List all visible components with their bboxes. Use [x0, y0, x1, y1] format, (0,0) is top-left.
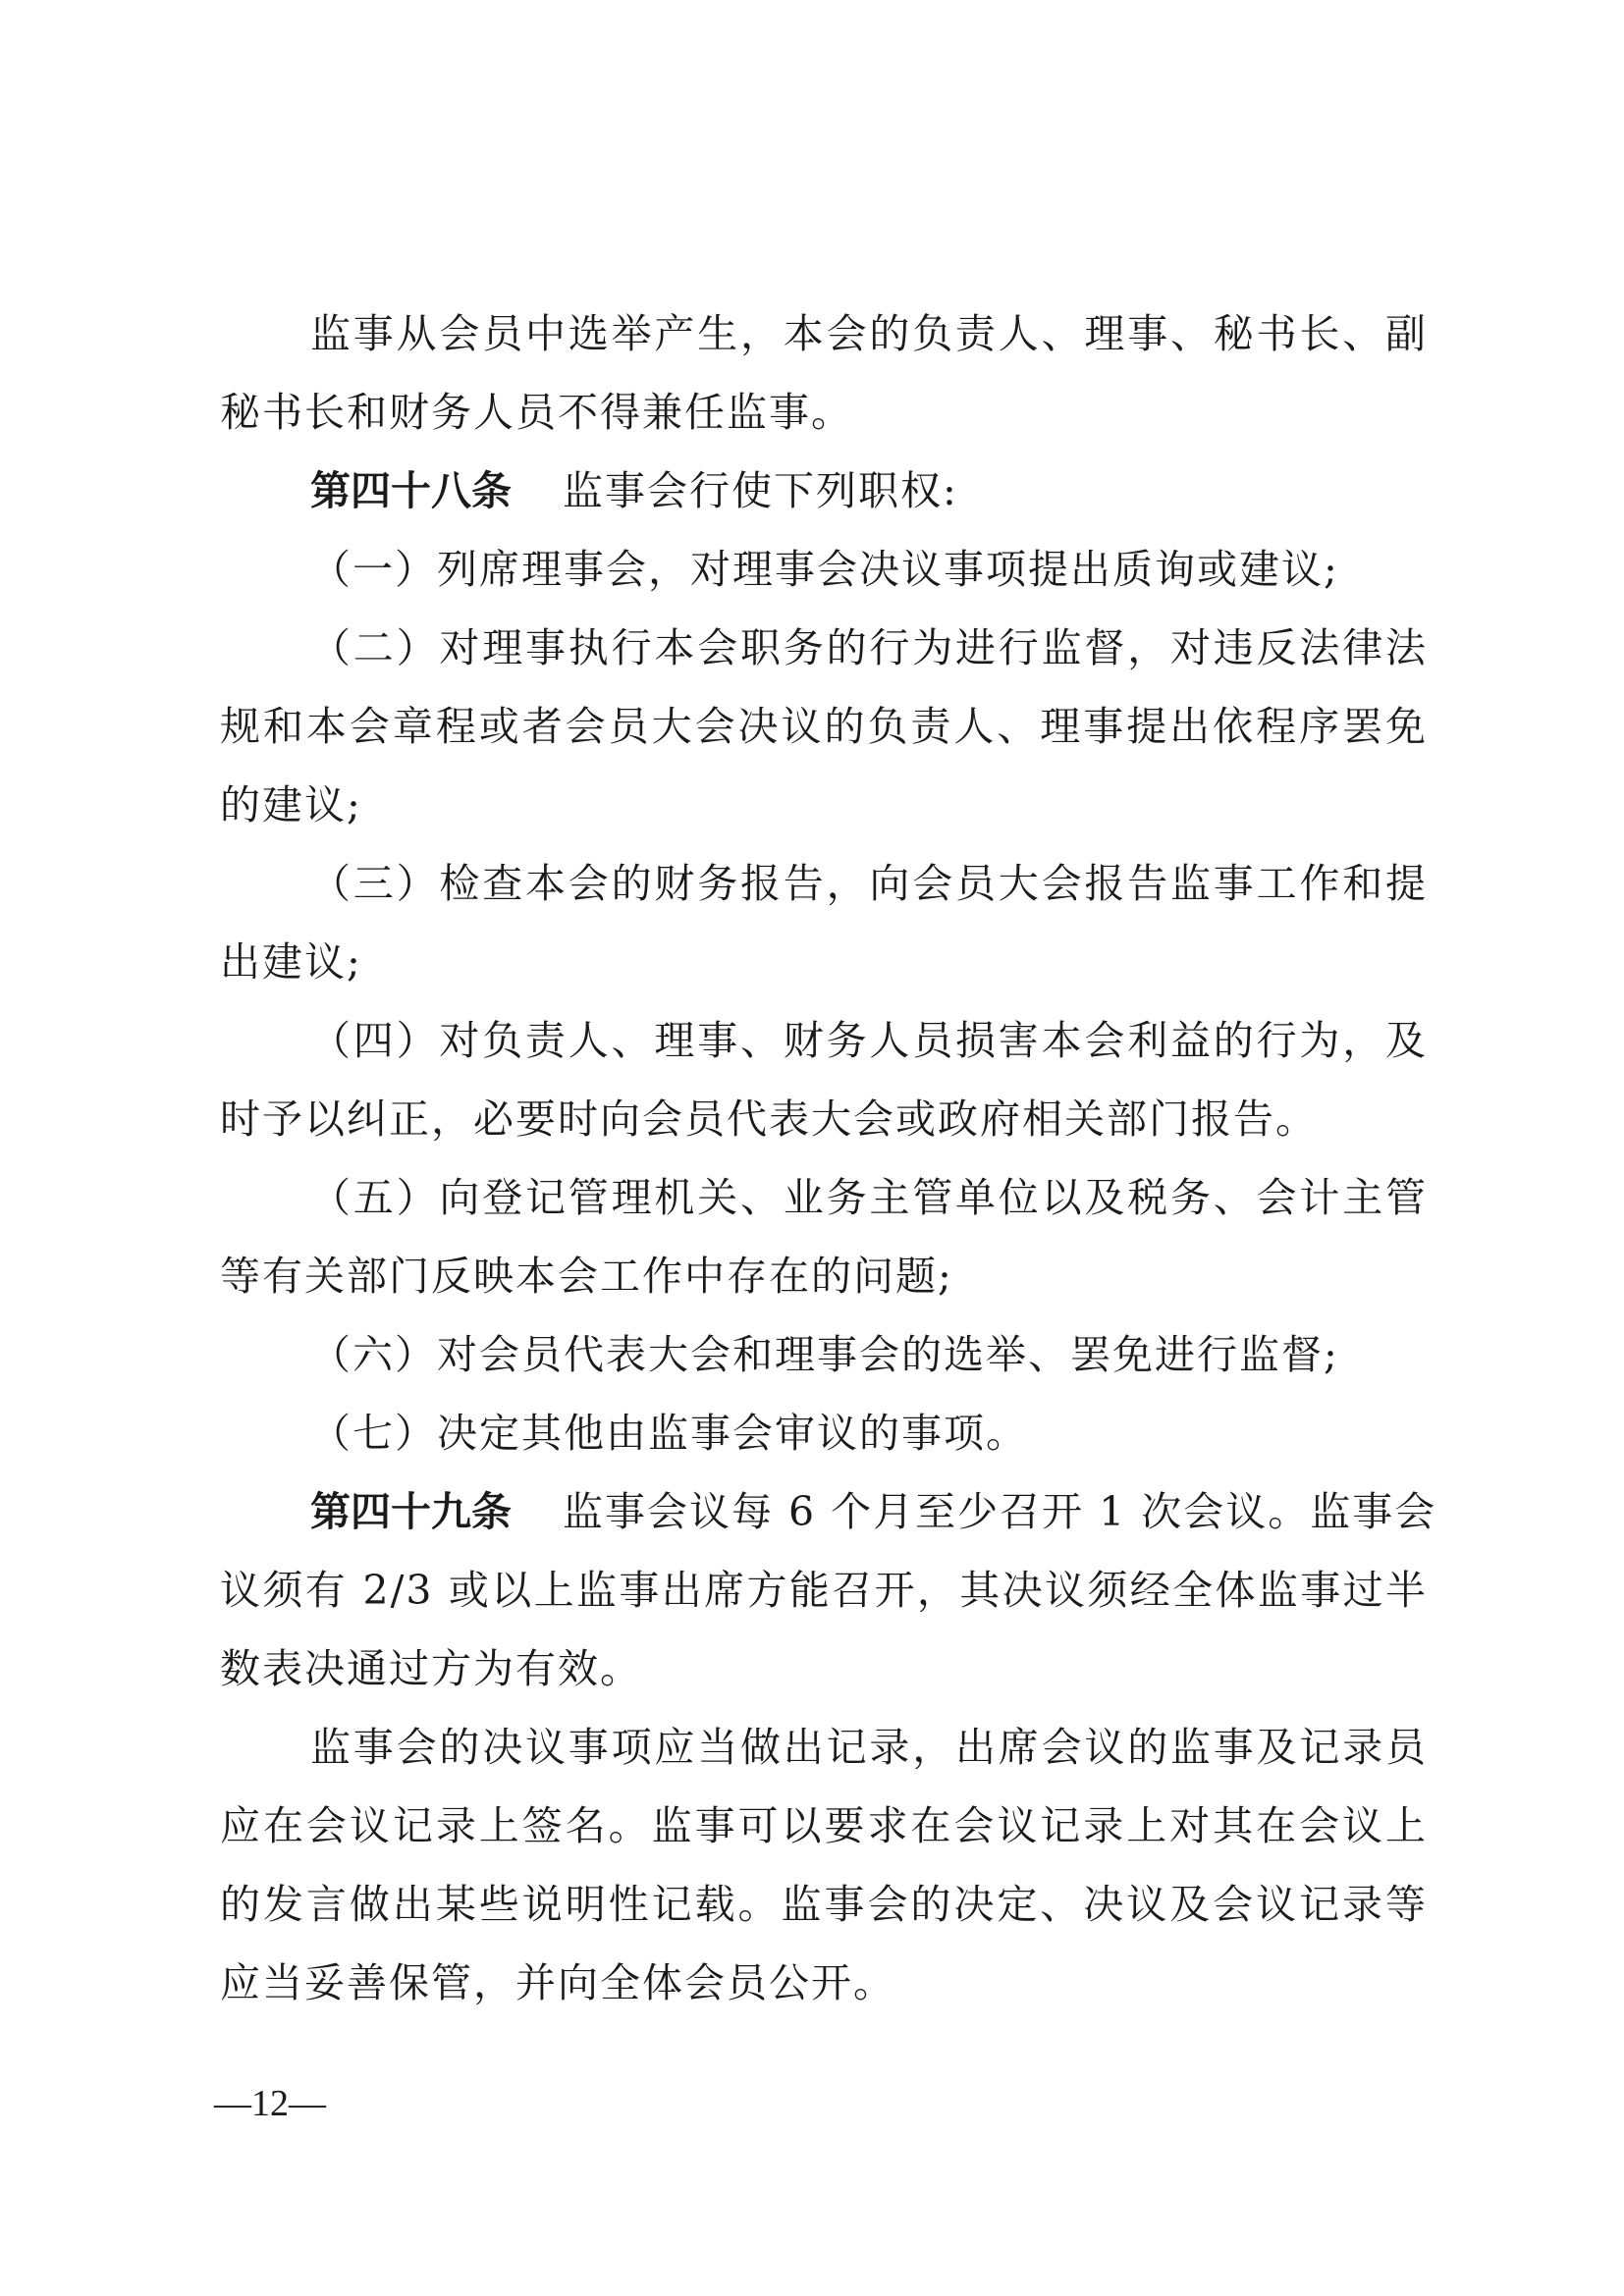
- article-48: [310, 461, 1428, 520]
- list-item-line: 出建议;: [220, 938, 362, 986]
- list-item-line: （四）对负责人、理事、财务人员损害本会利益的行为，及: [310, 1017, 1428, 1064]
- list-item-line: 的建议;: [220, 781, 362, 828]
- list-item-line: （二）对理事执行本会职务的行为进行监督，对违反法律法: [310, 624, 1428, 671]
- paragraph-line: 监事会的决议事项应当做出记录，出席会议的监事及记录员: [310, 1724, 1428, 1771]
- list-item: （六）对会员代表大会和理事会的选举、罢免进行监督;: [310, 1331, 1339, 1378]
- article-text: 监事会行使下列职权:: [563, 467, 958, 514]
- list-item-line: （三）检查本会的财务报告，向会员大会报告监事工作和提: [310, 860, 1428, 907]
- list-item: （七）决定其他由监事会审议的事项。: [310, 1410, 1028, 1457]
- page-number: —12—: [214, 2083, 326, 2124]
- list-item-line: 等有关部门反映本会工作中存在的问题;: [220, 1253, 953, 1300]
- paragraph-line: 的发言做出某些说明性记载。监事会的决定、决议及会议记录等: [220, 1881, 1428, 1928]
- article-heading: 第四十八条: [310, 467, 512, 514]
- list-item-line: 规和本会章程或者会员大会决议的负责人、理事提出依程序罢免: [220, 703, 1428, 750]
- paragraph-line: 议须有 2/3 或以上监事出席方能召开，其决议须经全体监事过半: [220, 1567, 1428, 1614]
- article-heading: 第四十九条: [310, 1488, 512, 1535]
- list-item-line: （五）向登记管理机关、业务主管单位以及税务、会计主管: [310, 1174, 1428, 1221]
- article-text: 监事会议每 6 个月至少召开 1 次会议。监事会: [563, 1488, 1437, 1535]
- paragraph-line: 监事从会员中选举产生，本会的负责人、理事、秘书长、副: [310, 310, 1428, 357]
- article-49: [310, 1482, 1437, 1541]
- paragraph-line: 应在会议记录上签名。监事可以要求在会议记录上对其在会议上: [220, 1802, 1428, 1849]
- list-item: （一）列席理事会，对理事会决议事项提出质询或建议;: [310, 546, 1339, 593]
- list-item-line: 时予以纠正，必要时向会员代表大会或政府相关部门报告。: [220, 1095, 1318, 1143]
- paragraph-line: 数表决通过方为有效。: [220, 1645, 642, 1692]
- paragraph-line: 秘书长和财务人员不得兼任监事。: [220, 389, 853, 436]
- paragraph-line: 应当妥善保管，并向全体会员公开。: [220, 1959, 895, 2006]
